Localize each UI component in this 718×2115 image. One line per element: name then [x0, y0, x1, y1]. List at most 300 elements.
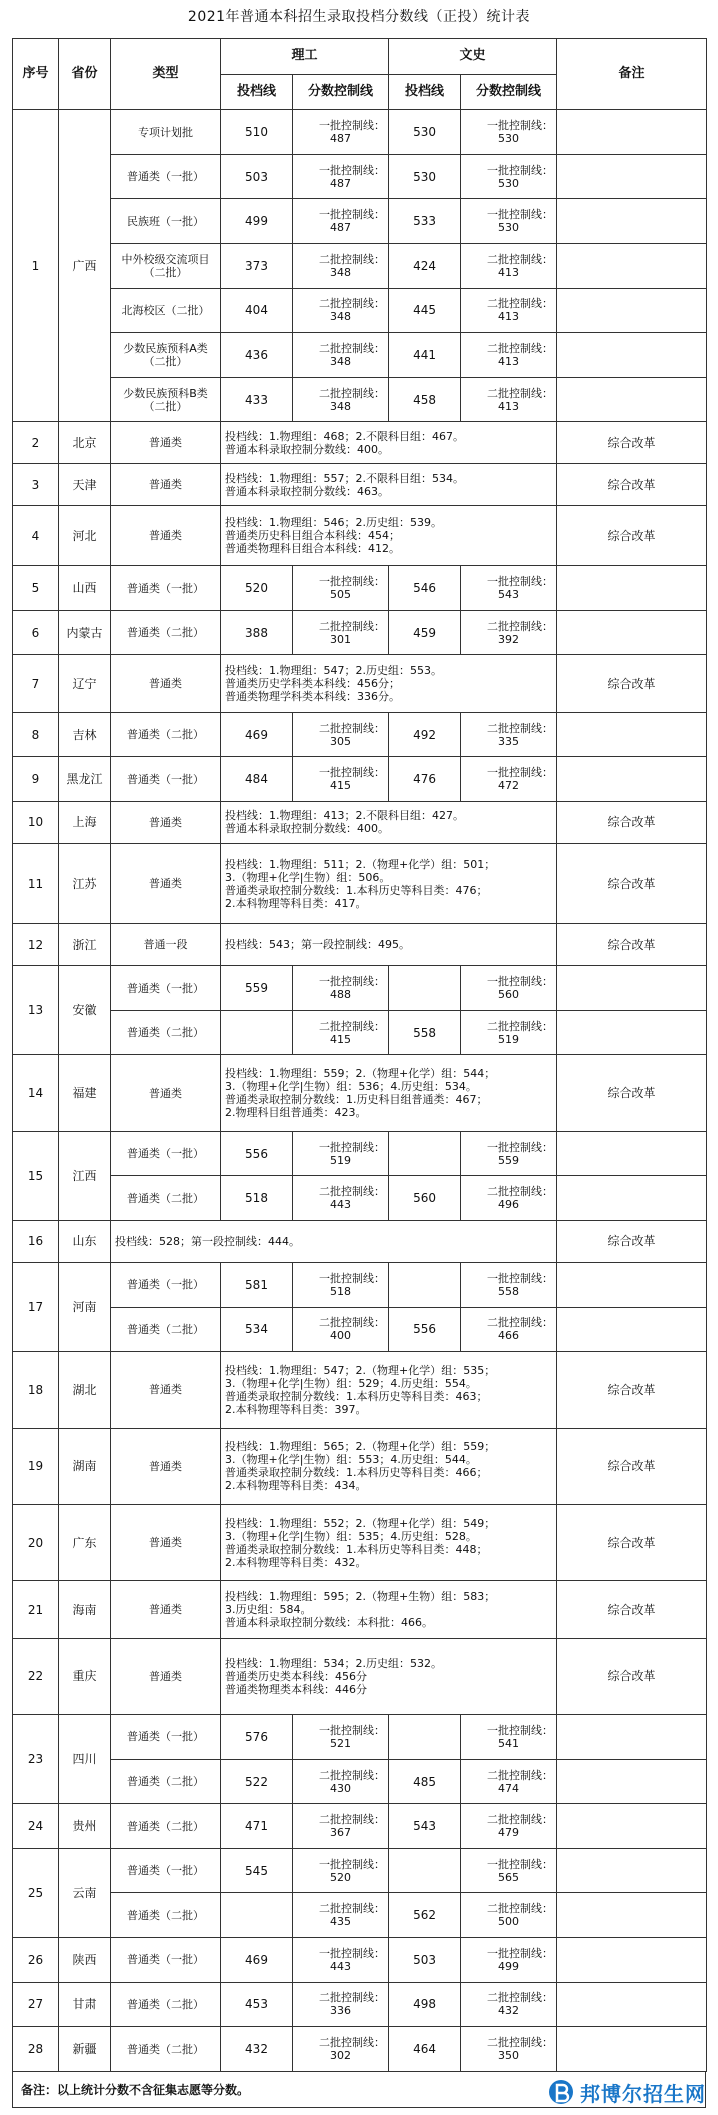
row-merged-scores: 投档线：1.物理组：565；2.（物理+化学）组：559； 3.（物理+化学|生物）组：553；4.历史组：544。 普通类录取控制分数线：1.本科历史等科目类：466； 2.本科物理等科目类：434。 — [221, 1428, 557, 1504]
row-remark — [557, 288, 707, 333]
science-control-value: 487 — [330, 176, 351, 190]
row-remark: 综合改革 — [557, 1352, 707, 1428]
science-control-label: 二批控制线： — [319, 1768, 386, 1782]
liberal-control-value: 559 — [498, 1153, 520, 1167]
science-control-line — [293, 288, 389, 333]
science-control-value: 519 — [330, 1153, 351, 1167]
row-remark — [557, 244, 707, 289]
row-remark — [557, 1893, 707, 1938]
row-type: 专项计划批 — [111, 110, 221, 155]
science-control-value: 302 — [330, 2049, 351, 2063]
row-seq: 9 — [13, 757, 59, 802]
table-row — [13, 1581, 707, 1638]
row-type: 普通类 — [111, 506, 221, 566]
liberal-control-label: 二批控制线： — [487, 1902, 554, 1916]
row-seq: 21 — [13, 1581, 59, 1638]
row-remark — [557, 377, 707, 422]
liberal-control-line — [461, 712, 557, 757]
row-merged-scores: 投档线：1.物理组：595；2.（物理+生物）组：583； 3.历史组：584。 普通本科录取控制分数线：本科批：466。 — [221, 1581, 557, 1638]
row-type: 普通类 — [111, 1055, 221, 1131]
table-row — [13, 377, 707, 422]
row-type: 普通类 — [111, 422, 221, 464]
liberal-control-label: 一批控制线： — [487, 208, 554, 222]
table-row — [13, 966, 707, 1011]
table-row — [13, 1307, 707, 1352]
science-control-line — [293, 1715, 389, 1760]
science-control-value: 443 — [330, 1198, 351, 1212]
liberal-control-line — [461, 333, 557, 378]
liberal-cast-score: 485 — [389, 1759, 461, 1804]
science-control-value: 518 — [330, 1284, 351, 1298]
liberal-cast-score: 459 — [389, 610, 461, 655]
liberal-control-line — [461, 1982, 557, 2027]
science-control-value: 487 — [330, 132, 351, 146]
science-cast-score: 534 — [221, 1307, 293, 1352]
row-remark: 综合改革 — [557, 1428, 707, 1504]
row-type: 普通类 — [111, 843, 221, 923]
liberal-control-label: 二批控制线： — [487, 297, 554, 311]
row-type: 普通类（二批） — [111, 1176, 221, 1221]
liberal-control-label: 二批控制线： — [487, 1316, 554, 1330]
row-remark — [557, 333, 707, 378]
row-province: 湖北 — [59, 1352, 111, 1428]
score-table — [12, 38, 707, 2072]
row-seq: 3 — [13, 464, 59, 506]
row-remark: 综合改革 — [557, 506, 707, 566]
science-cast-score: 432 — [221, 2027, 293, 2072]
row-remark — [557, 1131, 707, 1176]
row-province: 辽宁 — [59, 655, 111, 712]
science-control-value: 367 — [330, 1826, 351, 1840]
liberal-cast-score: 498 — [389, 1982, 461, 2027]
liberal-cast-score: 503 — [389, 1938, 461, 1983]
header-liberal-cast: 投档线 — [389, 74, 461, 110]
liberal-control-line — [461, 377, 557, 422]
liberal-control-label: 一批控制线： — [487, 119, 554, 133]
science-control-value: 336 — [330, 2004, 351, 2018]
liberal-control-line — [461, 1848, 557, 1893]
row-province: 福建 — [59, 1055, 111, 1131]
liberal-control-line — [461, 757, 557, 802]
row-merged-scores: 投档线：1.物理组：557；2.不限科目组：534。 普通本科录取控制分数线：463。 — [221, 464, 557, 506]
row-type: 普通类（二批） — [111, 1893, 221, 1938]
science-control-value: 505 — [330, 588, 351, 602]
table-row — [13, 288, 707, 333]
row-seq: 12 — [13, 924, 59, 966]
science-control-value: 305 — [330, 734, 351, 748]
row-type: 少数民族预科A类（二批） — [111, 333, 221, 378]
table-row — [13, 566, 707, 611]
header-liberal-ctrl: 分数控制线 — [461, 74, 557, 110]
row-remark — [557, 966, 707, 1011]
liberal-control-value: 530 — [498, 176, 520, 190]
liberal-control-label: 一批控制线： — [487, 575, 554, 589]
science-control-label: 二批控制线： — [319, 721, 386, 735]
row-type: 北海校区（二批） — [111, 288, 221, 333]
row-province: 云南 — [59, 1848, 111, 1937]
row-province: 吉林 — [59, 712, 111, 757]
science-control-label: 一批控制线： — [319, 208, 386, 222]
science-control-line — [293, 1262, 389, 1307]
science-cast-score — [221, 1893, 293, 1938]
liberal-control-value: 413 — [498, 265, 520, 279]
science-cast-score: 436 — [221, 333, 293, 378]
science-control-value: 415 — [330, 1032, 351, 1046]
row-province: 陕西 — [59, 1938, 111, 1983]
liberal-control-label: 二批控制线： — [487, 386, 554, 400]
science-control-line — [293, 610, 389, 655]
table-row — [13, 1428, 707, 1504]
science-control-label: 二批控制线： — [319, 1185, 386, 1199]
table-row — [13, 924, 707, 966]
science-control-line — [293, 712, 389, 757]
liberal-control-line — [461, 244, 557, 289]
table-row — [13, 1938, 707, 1983]
liberal-control-line — [461, 1804, 557, 1849]
science-cast-score: 522 — [221, 1759, 293, 1804]
row-province: 甘肃 — [59, 1982, 111, 2027]
row-remark — [557, 1938, 707, 1983]
table-row — [13, 1131, 707, 1176]
liberal-control-line — [461, 1176, 557, 1221]
liberal-control-line — [461, 610, 557, 655]
site-logo-icon — [548, 2079, 574, 2105]
row-remark: 综合改革 — [557, 655, 707, 712]
row-province: 上海 — [59, 801, 111, 843]
liberal-control-value: 413 — [498, 399, 520, 413]
table-row — [13, 1262, 707, 1307]
row-merged-scores: 投档线：1.物理组：534；2.历史组：532。 普通类历史类本科线：456分 普通类物理类本科线：446分 — [221, 1638, 557, 1714]
row-remark: 综合改革 — [557, 1638, 707, 1714]
row-seq: 23 — [13, 1715, 59, 1804]
liberal-control-label: 一批控制线： — [487, 1140, 554, 1154]
table-row — [13, 244, 707, 289]
row-type: 中外校级交流项目（二批） — [111, 244, 221, 289]
row-seq: 8 — [13, 712, 59, 757]
row-province: 河南 — [59, 1262, 111, 1351]
science-control-line — [293, 1307, 389, 1352]
row-province: 浙江 — [59, 924, 111, 966]
row-province: 贵州 — [59, 1804, 111, 1849]
liberal-control-line — [461, 1759, 557, 1804]
science-control-line — [293, 1982, 389, 2027]
row-remark — [557, 712, 707, 757]
liberal-control-label: 二批控制线： — [487, 1019, 554, 1033]
liberal-control-value: 565 — [498, 1870, 520, 1884]
row-seq: 1 — [13, 110, 59, 422]
liberal-cast-score — [389, 1715, 461, 1760]
row-remark — [557, 1715, 707, 1760]
row-remark — [557, 1010, 707, 1055]
science-control-label: 二批控制线： — [319, 341, 386, 355]
liberal-cast-score: 562 — [389, 1893, 461, 1938]
science-control-line — [293, 1893, 389, 1938]
row-type: 普通类（一批） — [111, 1131, 221, 1176]
row-remark — [557, 566, 707, 611]
liberal-control-value: 466 — [498, 1329, 520, 1343]
row-seq: 28 — [13, 2027, 59, 2072]
row-merged-scores: 投档线：543；第一段控制线：495。 — [221, 924, 557, 966]
row-type: 普通类（二批） — [111, 1010, 221, 1055]
science-control-label: 一批控制线： — [319, 163, 386, 177]
science-cast-score: 510 — [221, 110, 293, 155]
liberal-control-label: 一批控制线： — [487, 1271, 554, 1285]
liberal-control-label: 一批控制线： — [487, 1723, 554, 1737]
row-province: 天津 — [59, 464, 111, 506]
row-type: 普通类（二批） — [111, 712, 221, 757]
row-seq: 24 — [13, 1804, 59, 1849]
row-remark — [557, 610, 707, 655]
science-control-label: 二批控制线： — [319, 1902, 386, 1916]
header-liberal: 文史 — [389, 39, 557, 75]
science-control-line — [293, 1176, 389, 1221]
liberal-control-value: 432 — [498, 2004, 520, 2018]
row-merged-scores: 投档线：1.物理组：468；2.不限科目组：467。 普通本科录取控制分数线：400。 — [221, 422, 557, 464]
liberal-cast-score: 476 — [389, 757, 461, 802]
liberal-control-value: 541 — [498, 1736, 520, 1750]
science-control-value: 487 — [330, 221, 351, 235]
science-control-label: 一批控制线： — [319, 1857, 386, 1871]
header-type: 类型 — [111, 39, 221, 110]
liberal-cast-score: 558 — [389, 1010, 461, 1055]
science-control-line — [293, 110, 389, 155]
science-control-line — [293, 757, 389, 802]
science-control-label: 一批控制线： — [319, 119, 386, 133]
row-remark — [557, 1262, 707, 1307]
row-remark: 综合改革 — [557, 924, 707, 966]
row-merged-scores: 投档线：1.物理组：546；2.历史组：539。 普通类历史科目组合本科线：454； 普通类物理科目组合本科线：412。 — [221, 506, 557, 566]
row-seq: 13 — [13, 966, 59, 1055]
liberal-control-value: 413 — [498, 354, 520, 368]
science-control-label: 一批控制线： — [319, 1723, 386, 1737]
row-seq: 14 — [13, 1055, 59, 1131]
liberal-control-value: 392 — [498, 632, 520, 646]
row-merged-scores: 投档线：1.物理组：559；2.（物理+化学）组：544； 3.（物理+化学|生物）组：536；4.历史组：534。 普通类录取控制分数线：1.历史科目组普通类：467； 2.物理科目组普通类：423。 — [221, 1055, 557, 1131]
science-control-line — [293, 1759, 389, 1804]
row-remark — [557, 1307, 707, 1352]
science-control-line — [293, 966, 389, 1011]
row-type: 普通类（一批） — [111, 1848, 221, 1893]
table-row — [13, 464, 707, 506]
science-control-line — [293, 1131, 389, 1176]
science-control-value: 443 — [330, 1959, 351, 1973]
row-type: 普通类（一批） — [111, 1938, 221, 1983]
table-row — [13, 1176, 707, 1221]
liberal-cast-score — [389, 1262, 461, 1307]
header-science: 理工 — [221, 39, 389, 75]
row-province: 河北 — [59, 506, 111, 566]
liberal-cast-score: 530 — [389, 154, 461, 199]
table-row — [13, 1759, 707, 1804]
science-cast-score: 499 — [221, 199, 293, 244]
row-merged-scores: 投档线：1.物理组：511；2.（物理+化学）组：501； 3.（物理+化学|生物）组：506。 普通类录取控制分数线：1.本科历史等科目类：476； 2.本科物理等科目类：417。 — [221, 843, 557, 923]
row-type: 少数民族预科B类（二批） — [111, 377, 221, 422]
row-remark — [557, 110, 707, 155]
row-merged-scores: 投档线：1.物理组：552；2.（物理+化学）组：549； 3.（物理+化学|生物）组：535；4.历史组：528。 普通类录取控制分数线：1.本科历史等科目类：448； 2.本科物理等科目类：432。 — [221, 1504, 557, 1580]
liberal-control-line — [461, 1010, 557, 1055]
row-province: 海南 — [59, 1581, 111, 1638]
science-cast-score: 559 — [221, 966, 293, 1011]
liberal-control-value: 519 — [498, 1032, 520, 1046]
row-type: 普通类（二批） — [111, 2027, 221, 2072]
row-type: 普通类（一批） — [111, 966, 221, 1011]
row-type: 普通类 — [111, 655, 221, 712]
science-control-value: 348 — [330, 354, 351, 368]
liberal-cast-score — [389, 1848, 461, 1893]
liberal-control-line — [461, 1893, 557, 1938]
row-province: 山东 — [59, 1220, 111, 1262]
liberal-control-label: 一批控制线： — [487, 766, 554, 780]
table-row — [13, 199, 707, 244]
science-control-label: 二批控制线： — [319, 1316, 386, 1330]
science-control-line — [293, 199, 389, 244]
science-cast-score: 469 — [221, 1938, 293, 1983]
row-province: 广东 — [59, 1504, 111, 1580]
science-control-line — [293, 1010, 389, 1055]
science-cast-score: 556 — [221, 1131, 293, 1176]
science-control-label: 二批控制线： — [319, 1813, 386, 1827]
liberal-control-line — [461, 566, 557, 611]
science-control-line — [293, 1804, 389, 1849]
liberal-control-value: 560 — [498, 988, 520, 1001]
science-control-label: 二批控制线： — [319, 386, 386, 400]
liberal-control-value: 530 — [498, 221, 520, 235]
science-cast-score: 388 — [221, 610, 293, 655]
table-row — [13, 712, 707, 757]
row-seq: 26 — [13, 1938, 59, 1983]
row-type: 普通类（二批） — [111, 610, 221, 655]
row-type: 普通类（一批） — [111, 566, 221, 611]
science-cast-score: 484 — [221, 757, 293, 802]
liberal-control-value: 479 — [498, 1826, 520, 1840]
row-seq: 7 — [13, 655, 59, 712]
science-cast-score: 453 — [221, 1982, 293, 2027]
table-row — [13, 1220, 707, 1262]
row-remark — [557, 154, 707, 199]
header-remark: 备注 — [557, 39, 707, 110]
science-control-value: 301 — [330, 632, 351, 646]
science-control-line — [293, 1938, 389, 1983]
science-control-label: 二批控制线： — [319, 619, 386, 633]
table-row — [13, 655, 707, 712]
row-merged-scores: 投档线：1.物理组：413；2.不限科目组：427。 普通本科录取控制分数线：400。 — [221, 801, 557, 843]
row-seq: 17 — [13, 1262, 59, 1351]
liberal-control-label: 二批控制线： — [487, 2036, 554, 2050]
liberal-control-label: 二批控制线： — [487, 1813, 554, 1827]
science-control-line — [293, 566, 389, 611]
liberal-cast-score: 464 — [389, 2027, 461, 2072]
table-row — [13, 1055, 707, 1131]
row-province: 广西 — [59, 110, 111, 422]
science-control-value: 348 — [330, 310, 351, 324]
liberal-control-label: 二批控制线： — [487, 252, 554, 266]
liberal-control-label: 二批控制线： — [487, 1185, 554, 1199]
row-remark: 综合改革 — [557, 464, 707, 506]
liberal-control-value: 472 — [498, 779, 520, 793]
science-control-line — [293, 333, 389, 378]
row-province: 黑龙江 — [59, 757, 111, 802]
liberal-control-value: 499 — [498, 1959, 520, 1973]
liberal-control-label: 一批控制线： — [487, 975, 554, 988]
liberal-control-value: 500 — [498, 1915, 520, 1929]
science-control-label: 二批控制线： — [319, 297, 386, 311]
row-remark: 综合改革 — [557, 1055, 707, 1131]
table-row — [13, 506, 707, 566]
liberal-cast-score: 492 — [389, 712, 461, 757]
row-type: 普通类 — [111, 1638, 221, 1714]
footnote: 备注：以上统计分数不含征集志愿等分数。 — [12, 2072, 706, 2108]
row-province: 内蒙古 — [59, 610, 111, 655]
liberal-control-value: 350 — [498, 2049, 520, 2063]
row-type: 普通类（二批） — [111, 1307, 221, 1352]
row-remark — [557, 1848, 707, 1893]
row-province: 北京 — [59, 422, 111, 464]
science-cast-score: 471 — [221, 1804, 293, 1849]
row-seq: 20 — [13, 1504, 59, 1580]
header-row — [13, 39, 707, 75]
table-row — [13, 1715, 707, 1760]
liberal-control-label: 一批控制线： — [487, 163, 554, 177]
science-control-label: 二批控制线： — [319, 1019, 386, 1033]
row-seq: 6 — [13, 610, 59, 655]
science-control-label: 二批控制线： — [319, 252, 386, 266]
liberal-control-label: 二批控制线： — [487, 1768, 554, 1782]
row-remark — [557, 1804, 707, 1849]
science-control-label: 一批控制线： — [319, 575, 386, 589]
science-control-value: 520 — [330, 1870, 351, 1884]
row-seq: 10 — [13, 801, 59, 843]
row-remark: 综合改革 — [557, 1581, 707, 1638]
row-remark — [557, 2027, 707, 2072]
science-control-label: 二批控制线： — [319, 2036, 386, 2050]
liberal-control-line — [461, 1131, 557, 1176]
table-row — [13, 154, 707, 199]
science-control-value: 348 — [330, 265, 351, 279]
row-type: 普通类 — [111, 801, 221, 843]
table-row — [13, 1352, 707, 1428]
liberal-control-value: 474 — [498, 1781, 520, 1795]
row-remark — [557, 1982, 707, 2027]
science-cast-score: 433 — [221, 377, 293, 422]
site-watermark-text: 邦博尔招生网 — [580, 2081, 706, 2106]
table-row — [13, 843, 707, 923]
science-control-value: 415 — [330, 779, 351, 793]
liberal-control-label: 二批控制线： — [487, 1991, 554, 2005]
row-type: 普通类 — [111, 1428, 221, 1504]
score-table-body — [13, 39, 707, 2072]
header-seq: 序号 — [13, 39, 59, 110]
row-province: 江苏 — [59, 843, 111, 923]
row-merged-scores: 投档线：1.物理组：547；2.历史组：553。 普通类历史学科类本科线：456分； 普通类物理学科类本科线：336分。 — [221, 655, 557, 712]
row-type: 普通类 — [111, 1352, 221, 1428]
liberal-control-line — [461, 154, 557, 199]
science-cast-score: 404 — [221, 288, 293, 333]
liberal-cast-score: 556 — [389, 1307, 461, 1352]
row-remark: 综合改革 — [557, 1220, 707, 1262]
science-control-label: 二批控制线： — [319, 1991, 386, 2005]
row-province: 安徽 — [59, 966, 111, 1055]
header-province: 省份 — [59, 39, 111, 110]
science-control-value: 400 — [330, 1329, 351, 1343]
liberal-control-line — [461, 1307, 557, 1352]
science-cast-score: 545 — [221, 1848, 293, 1893]
row-seq: 5 — [13, 566, 59, 611]
row-type: 普通类（二批） — [111, 1759, 221, 1804]
science-control-line — [293, 377, 389, 422]
row-seq: 18 — [13, 1352, 59, 1428]
table-row — [13, 801, 707, 843]
science-control-value: 488 — [330, 988, 351, 1001]
